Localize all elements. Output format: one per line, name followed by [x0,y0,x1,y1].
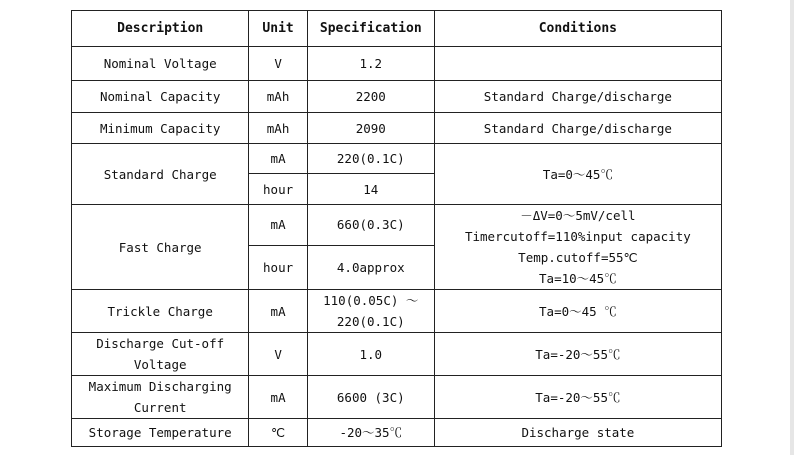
description-cell: Nominal Voltage [72,47,249,81]
spec-line: 110(0.05C) ～ [323,293,419,308]
conditions-cell [434,205,721,290]
conditions-line: Ta=10～45℃ [539,271,617,286]
conditions-cell: Ta=0～45 ℃ [434,290,721,333]
description-cell: Standard Charge [72,144,249,205]
table-row [72,81,722,113]
spec-cell: 2090 [307,113,434,144]
description-line: Maximum Discharging [88,379,232,394]
description-cell: Trickle Charge [72,290,249,333]
header-specification: Specification [307,11,434,47]
spec-cell: -20～35℃ [307,419,434,447]
description-cell [72,376,249,419]
conditions-cell: Ta=-20～55℃ [434,333,721,376]
description-cell: Fast Charge [72,205,249,290]
unit-cell: mA [249,290,307,333]
unit-cell: mA [249,205,307,246]
spec-cell: 660(0.3C) [307,205,434,246]
table-row [72,290,722,333]
header-description: Description [72,11,249,47]
unit-cell: mAh [249,81,307,113]
spec-cell: 2200 [307,81,434,113]
unit-cell: mA [249,144,307,174]
spec-cell: 14 [307,174,434,205]
conditions-cell: Discharge state [434,419,721,447]
unit-cell: hour [249,174,307,205]
conditions-line: Temp.cutoff=55℃ [518,250,638,265]
description-line: Voltage [133,357,187,372]
conditions-cell [434,47,721,81]
spec-cell: 6600 (3C) [307,376,434,419]
description-cell: Storage Temperature [72,419,249,447]
header-conditions: Conditions [434,11,721,47]
table-row [72,113,722,144]
table-row [72,333,722,376]
spec-cell: 1.2 [307,47,434,81]
table-row [72,47,722,81]
conditions-cell: Ta=-20～55℃ [434,376,721,419]
conditions-cell: Standard Charge/discharge [434,113,721,144]
description-cell [72,333,249,376]
spec-cell: 4.0approx [307,245,434,289]
description-line: Current [133,400,187,415]
conditions-line: Timercutoff=110%input capacity [464,229,691,244]
battery-spec-table [71,10,722,447]
unit-cell: V [249,47,307,81]
conditions-cell: Ta=0～45℃ [434,144,721,205]
conditions-cell: Standard Charge/discharge [434,81,721,113]
unit-cell: V [249,333,307,376]
table-row [72,419,722,447]
spec-line: 220(0.1C) [336,314,405,329]
table-row [72,376,722,419]
description-line: Discharge Cut-off [96,336,225,351]
spec-cell: 1.0 [307,333,434,376]
description-cell: Minimum Capacity [72,113,249,144]
table-row [72,205,722,246]
unit-cell: mA [249,376,307,419]
description-cell: Nominal Capacity [72,81,249,113]
unit-cell: ℃ [249,419,307,447]
table-row [72,144,722,174]
header-unit: Unit [249,11,307,47]
conditions-line: －ΔV=0～5mV/cell [520,208,636,223]
table-header-row [72,11,722,47]
unit-cell: hour [249,245,307,289]
spec-cell [307,290,434,333]
unit-cell: mAh [249,113,307,144]
spec-cell: 220(0.1C) [307,144,434,174]
page-edge-divider [790,0,794,455]
